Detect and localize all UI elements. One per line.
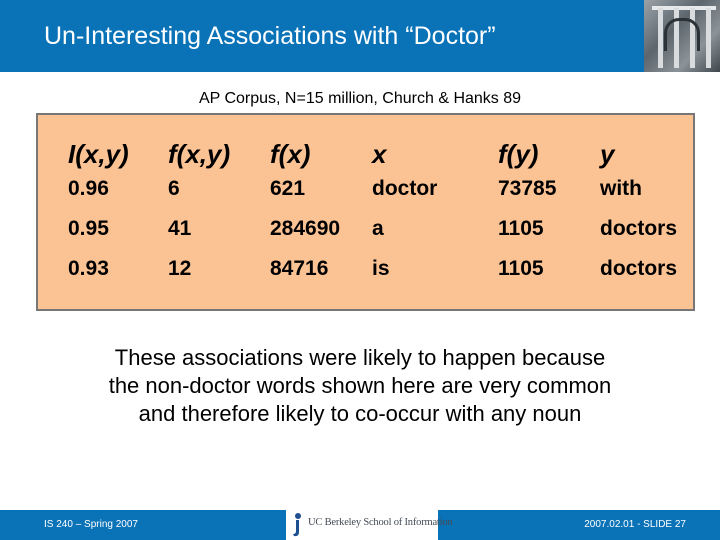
explanation-paragraph <box>40 344 680 428</box>
table-cell: 6 <box>168 177 180 200</box>
table-cell: 284690 <box>270 217 341 240</box>
table-cell: doctors <box>600 217 678 240</box>
building-arch <box>664 18 700 51</box>
school-logo-text: UC Berkeley School of Information <box>308 517 453 528</box>
column-header-fxy: f(x,y) <box>168 139 231 169</box>
table-cell: 41 <box>168 217 192 240</box>
footer-bar <box>0 510 720 540</box>
column-header-ixy: I(x,y) <box>68 139 129 169</box>
campus-building-photo <box>644 0 720 72</box>
table-cell: 12 <box>168 257 192 280</box>
column-header-y: y <box>600 139 615 169</box>
explanation-line: These associations were likely to happen because <box>114 345 606 370</box>
building-column <box>658 8 663 68</box>
table-cell: doctor <box>372 177 438 200</box>
table-cell: doctors <box>600 257 678 280</box>
table-cell: 84716 <box>270 257 329 280</box>
association-table <box>36 113 695 311</box>
slide-title: Un-Interesting Associations with “Doctor” <box>44 22 496 50</box>
table-cell: 0.95 <box>68 217 109 240</box>
explanation-line: and therefore likely to co-occur with any noun <box>138 401 582 426</box>
school-logo <box>286 510 453 540</box>
building-column <box>706 8 711 68</box>
school-logo-icon <box>290 512 304 538</box>
slide-number: 2007.02.01 - SLIDE 27 <box>584 519 686 530</box>
table-cell: is <box>372 257 390 280</box>
table-cell: 0.93 <box>68 257 109 280</box>
explanation-line: the non-doctor words shown here are very common <box>108 373 612 398</box>
table-cell: 73785 <box>498 177 557 200</box>
table-cell: 621 <box>270 177 306 200</box>
table-cell: 1105 <box>498 217 544 240</box>
table-cell: 1105 <box>498 257 544 280</box>
column-header-fx: f(x) <box>270 139 311 169</box>
table-cell: a <box>372 217 384 240</box>
course-label: IS 240 – Spring 2007 <box>44 519 138 530</box>
column-header-x: x <box>372 139 387 169</box>
table-caption: AP Corpus, N=15 million, Church & Hanks 89 <box>198 90 522 107</box>
title-bar <box>0 0 720 72</box>
table-cell: with <box>600 177 642 200</box>
column-header-fy: f(y) <box>498 139 539 169</box>
table-cell: 0.96 <box>68 177 109 200</box>
